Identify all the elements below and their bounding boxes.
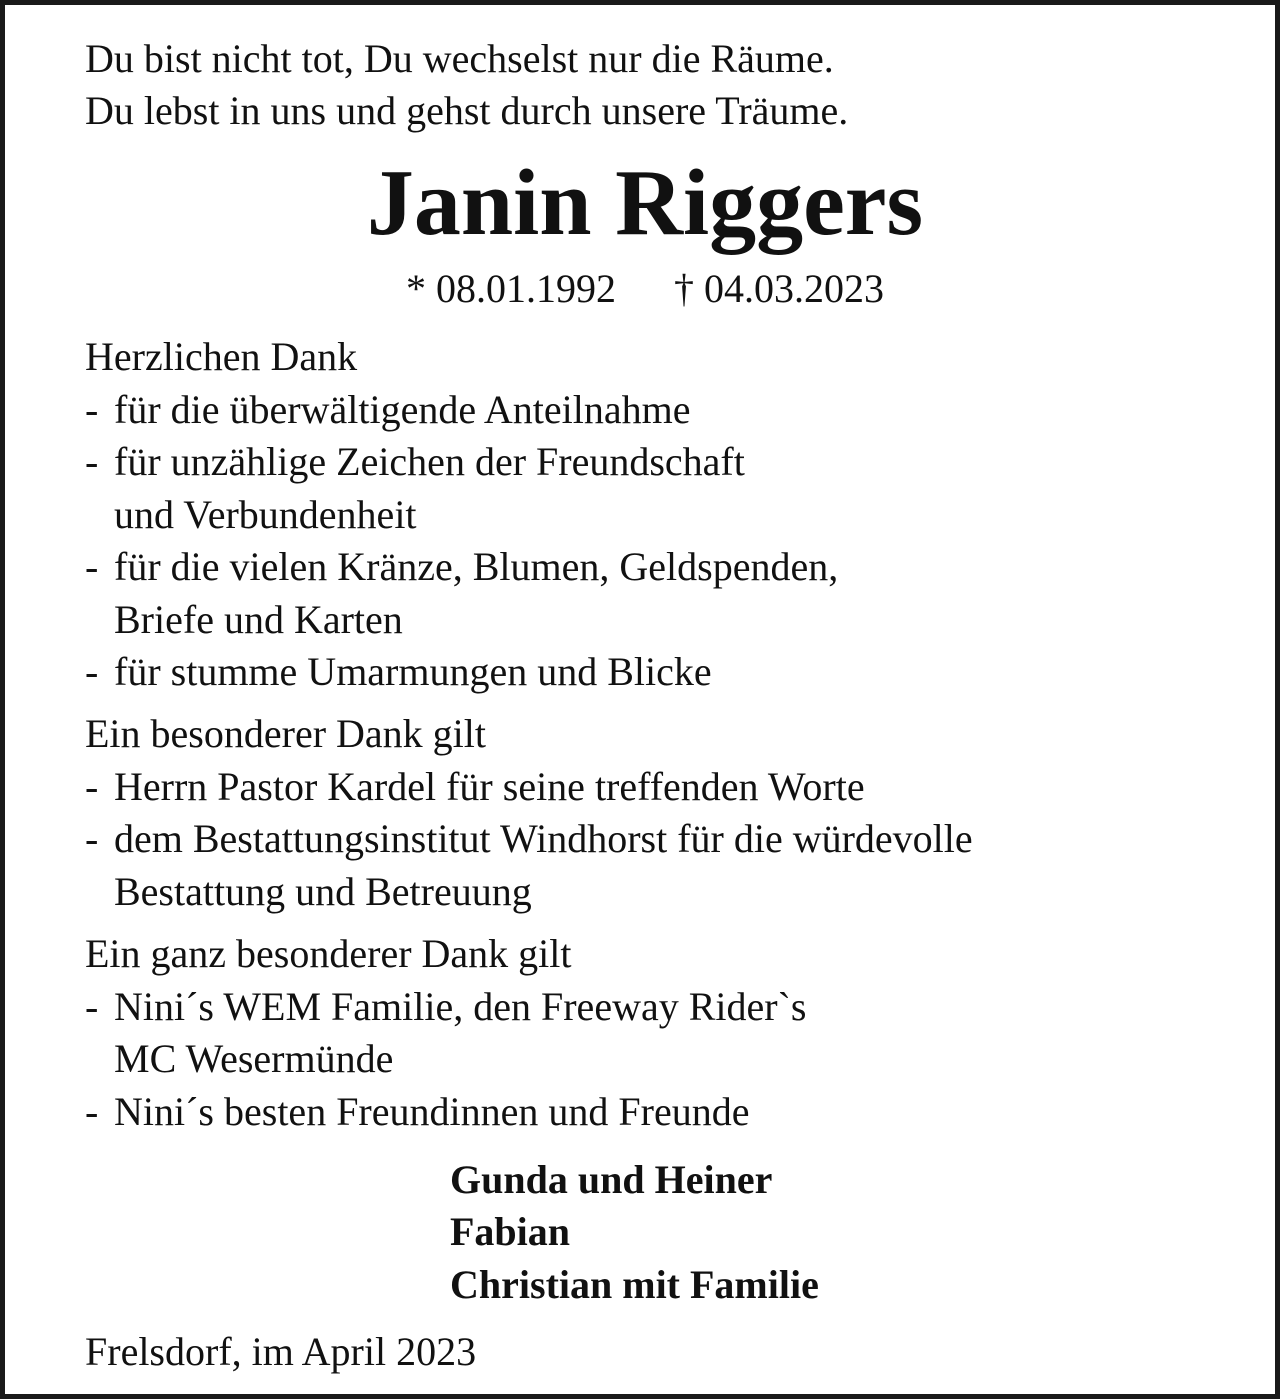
special-thanks-item-continuation: Bestattung und Betreuung	[114, 869, 532, 914]
death-date: † 04.03.2023	[674, 266, 884, 311]
signatory: Fabian	[450, 1209, 571, 1254]
life-dates	[5, 263, 1280, 315]
thanks-item: - für die überwältigende Anteilnahme	[85, 387, 691, 432]
thanks-item: - für die vielen Kränze, Blumen, Geldspenden,	[85, 544, 839, 589]
special-thanks-item: - dem Bestattungsinstitut Windhorst für die würdevolle	[85, 816, 973, 861]
place-and-date: Frelsdorf, im April 2023	[85, 1329, 477, 1374]
motto-line-1: Du bist nicht tot, Du wechselst nur die Räume.	[85, 36, 834, 81]
special-thanks-heading: Ein besonderer Dank gilt	[85, 711, 486, 756]
birth-date: * 08.01.1992	[406, 266, 616, 311]
thanks-item-continuation: und Verbundenheit	[114, 492, 417, 537]
very-special-thanks-item: - Nini´s WEM Familie, den Freeway Rider`s	[85, 984, 807, 1029]
very-special-thanks-item-continuation: MC Wesermünde	[114, 1036, 394, 1081]
thanks-heading: Herzlichen Dank	[85, 334, 358, 379]
motto-line-2: Du lebst in uns und gehst durch unsere Träume.	[85, 88, 849, 133]
deceased-name: Janin Riggers	[366, 151, 924, 255]
thanks-item-continuation: Briefe und Karten	[114, 597, 403, 642]
special-thanks-item: - Herrn Pastor Kardel für seine treffenden Worte	[85, 764, 865, 809]
signatory: Christian mit Familie	[450, 1262, 819, 1307]
thanks-item: - für stumme Umarmungen und Blicke	[85, 649, 712, 694]
very-special-thanks-heading: Ein ganz besonderer Dank gilt	[85, 931, 572, 976]
very-special-thanks-item: - Nini´s besten Freundinnen und Freunde	[85, 1089, 750, 1134]
signatory: Gunda und Heiner	[450, 1157, 773, 1202]
thanks-item: - für unzählige Zeichen der Freundschaft	[85, 439, 745, 484]
